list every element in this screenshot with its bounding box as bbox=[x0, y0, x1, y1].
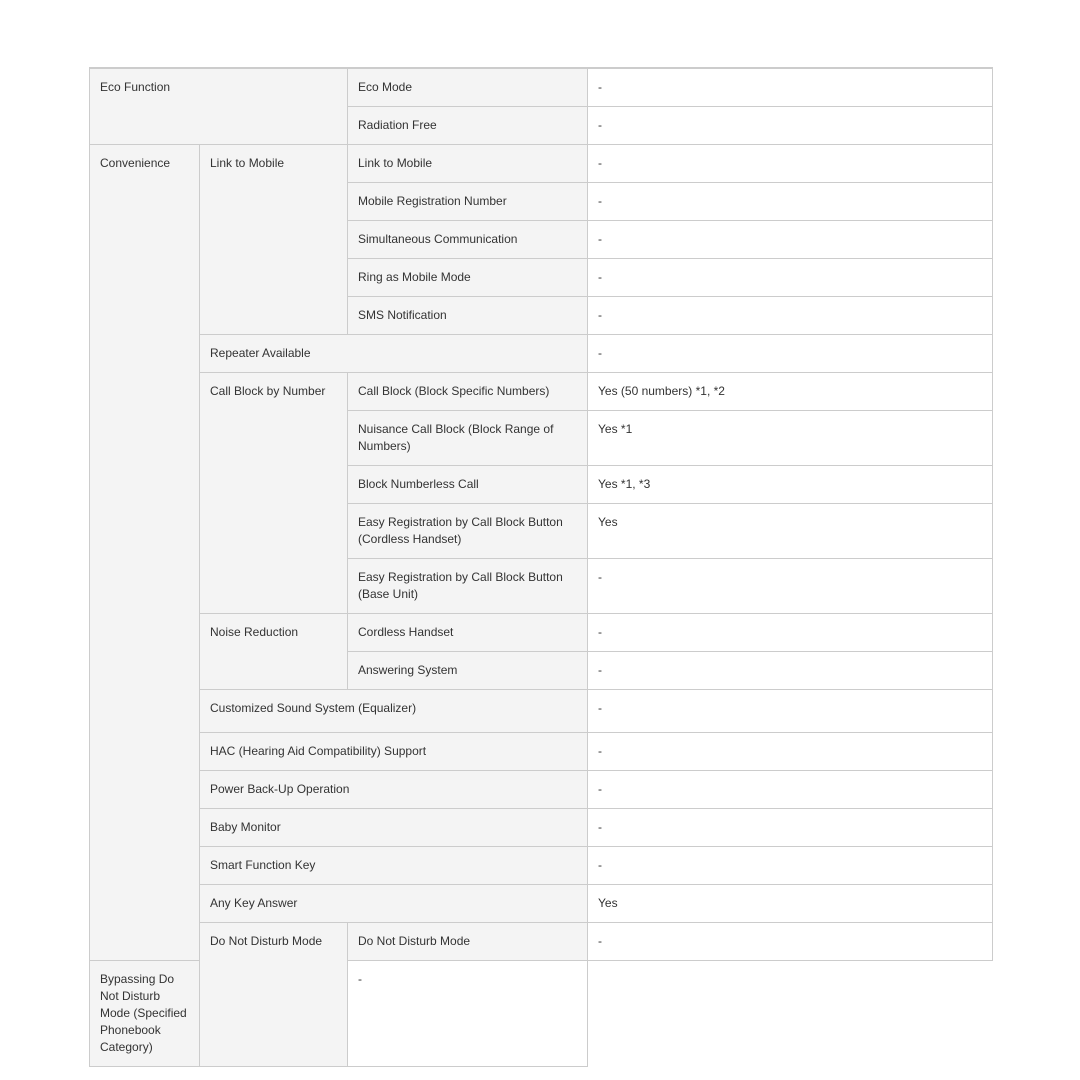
feature-label: Customized Sound System (Equalizer) bbox=[200, 690, 588, 733]
feature-value: Yes bbox=[588, 885, 993, 923]
feature-value: - bbox=[588, 652, 993, 690]
feature-value: - bbox=[588, 559, 993, 614]
feature-label: Radiation Free bbox=[348, 107, 588, 145]
table-row bbox=[90, 809, 993, 847]
feature-label: SMS Notification bbox=[348, 297, 588, 335]
spec-table-container bbox=[89, 67, 992, 1054]
feature-label: Easy Registration by Call Block Button (Base Unit) bbox=[348, 559, 588, 614]
feature-label: Repeater Available bbox=[200, 335, 588, 373]
feature-label: Call Block (Block Specific Numbers) bbox=[348, 373, 588, 411]
feature-label: Mobile Registration Number bbox=[348, 183, 588, 221]
feature-label: HAC (Hearing Aid Compatibility) Support bbox=[200, 733, 588, 771]
feature-value: Yes (50 numbers) *1, *2 bbox=[588, 373, 993, 411]
category-eco-function: Eco Function bbox=[90, 69, 348, 145]
feature-label: Baby Monitor bbox=[200, 809, 588, 847]
feature-value: - bbox=[588, 809, 993, 847]
table-row bbox=[90, 847, 993, 885]
feature-label: Simultaneous Communication bbox=[348, 221, 588, 259]
group-do-not-disturb: Do Not Disturb Mode bbox=[200, 923, 348, 1067]
table-row bbox=[90, 771, 993, 809]
table-row bbox=[90, 373, 993, 411]
feature-label: Eco Mode bbox=[348, 69, 588, 107]
table-row bbox=[90, 69, 993, 107]
feature-label: Nuisance Call Block (Block Range of Numbers) bbox=[348, 411, 588, 466]
spec-table bbox=[89, 67, 993, 1067]
feature-value: - bbox=[588, 259, 993, 297]
group-call-block: Call Block by Number bbox=[200, 373, 348, 614]
feature-label: Link to Mobile bbox=[348, 145, 588, 183]
table-row bbox=[90, 614, 993, 652]
feature-label: Power Back-Up Operation bbox=[200, 771, 588, 809]
table-row bbox=[90, 335, 993, 373]
feature-label: Bypassing Do Not Disturb Mode (Specified Phonebook Category) bbox=[90, 961, 200, 1067]
feature-label: Smart Function Key bbox=[200, 847, 588, 885]
feature-value: - bbox=[588, 183, 993, 221]
feature-value: - bbox=[588, 733, 993, 771]
table-row bbox=[90, 733, 993, 771]
feature-value: - bbox=[588, 107, 993, 145]
feature-value: - bbox=[588, 221, 993, 259]
group-link-to-mobile: Link to Mobile bbox=[200, 145, 348, 335]
feature-label: Answering System bbox=[348, 652, 588, 690]
feature-value: - bbox=[588, 923, 993, 961]
feature-value: - bbox=[588, 614, 993, 652]
group-noise-reduction: Noise Reduction bbox=[200, 614, 348, 690]
table-row bbox=[90, 145, 993, 183]
feature-value: Yes bbox=[588, 504, 993, 559]
category-convenience: Convenience bbox=[90, 145, 200, 961]
feature-value: Yes *1, *3 bbox=[588, 466, 993, 504]
feature-label: Any Key Answer bbox=[200, 885, 588, 923]
feature-value: - bbox=[588, 69, 993, 107]
feature-value: - bbox=[588, 690, 993, 733]
feature-label: Cordless Handset bbox=[348, 614, 588, 652]
feature-value: - bbox=[588, 847, 993, 885]
feature-value: - bbox=[588, 297, 993, 335]
feature-value: - bbox=[588, 335, 993, 373]
table-row bbox=[90, 923, 993, 961]
feature-value: - bbox=[348, 961, 588, 1067]
feature-label: Easy Registration by Call Block Button (Cordless Handset) bbox=[348, 504, 588, 559]
feature-label: Block Numberless Call bbox=[348, 466, 588, 504]
table-row bbox=[90, 690, 993, 733]
feature-label: Ring as Mobile Mode bbox=[348, 259, 588, 297]
feature-label: Do Not Disturb Mode bbox=[348, 923, 588, 961]
feature-value: - bbox=[588, 145, 993, 183]
feature-value: - bbox=[588, 771, 993, 809]
table-row bbox=[90, 885, 993, 923]
feature-value: Yes *1 bbox=[588, 411, 993, 466]
